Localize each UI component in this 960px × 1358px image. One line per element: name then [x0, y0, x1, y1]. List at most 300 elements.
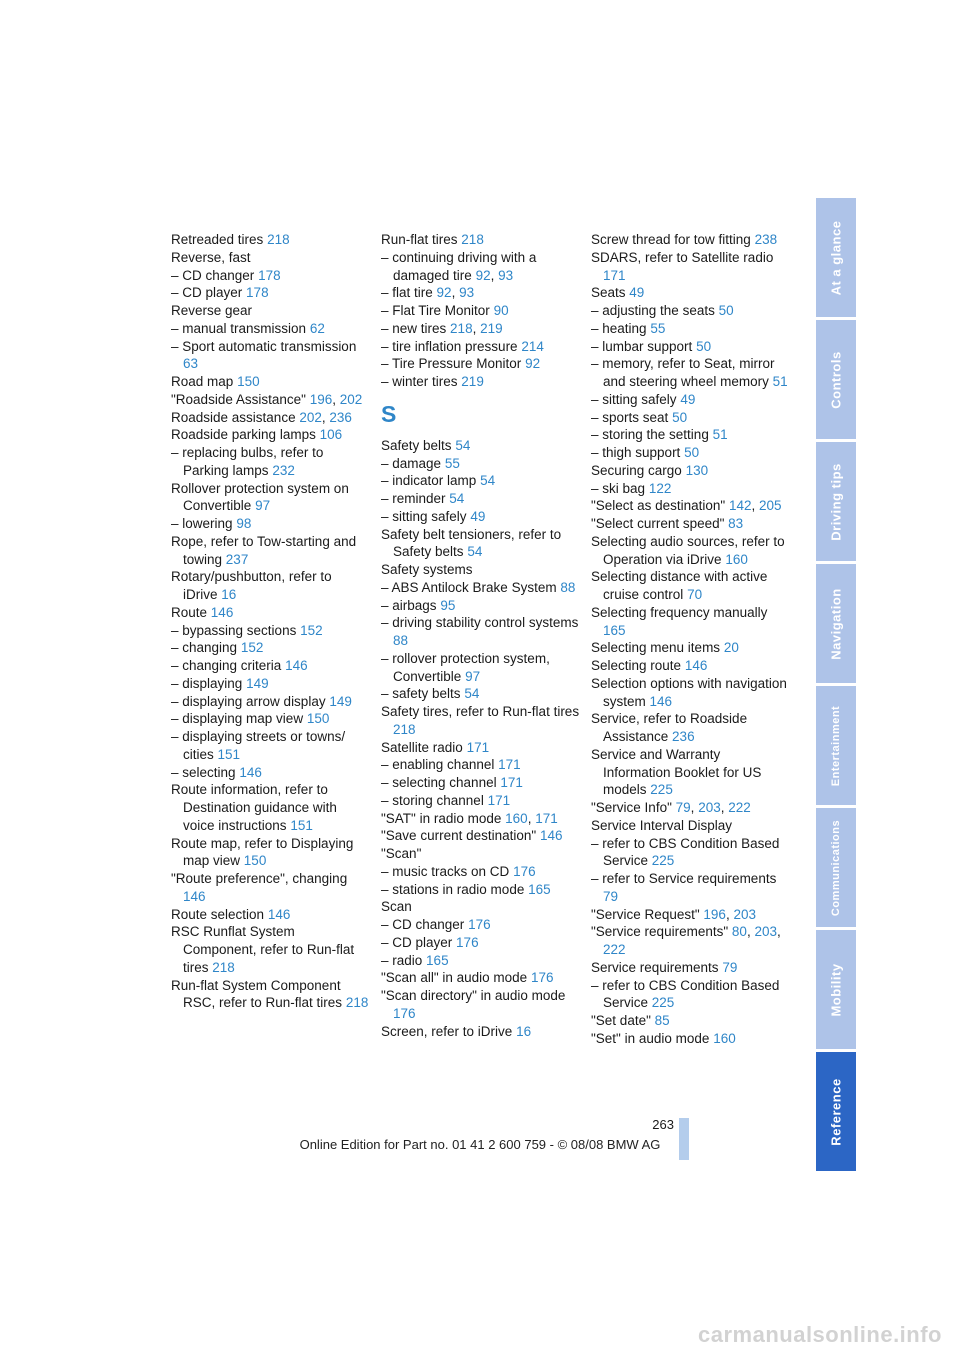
index-entry-term: Selecting menu items [591, 640, 721, 656]
index-entry-term: Reverse, fast [171, 249, 251, 265]
index-entry-term: "Select as destination" [591, 498, 726, 514]
page-ref-link[interactable]: 54 [464, 686, 480, 702]
page-ref-link[interactable]: 219 [480, 320, 503, 336]
index-entry [381, 284, 581, 302]
index-entry-term: – lumbar support [591, 338, 693, 354]
index-entry [591, 284, 791, 302]
index-entry [171, 231, 369, 249]
tab-reference[interactable] [816, 1052, 856, 1171]
page-ref-separator: , [690, 800, 699, 815]
page-ref-link[interactable]: 149 [329, 693, 352, 709]
index-section-heading: S [381, 400, 397, 427]
index-entry [591, 906, 791, 924]
index-entry [171, 781, 369, 834]
index-entry-term: Screen, refer to iDrive [381, 1023, 513, 1039]
page-ref-separator: , [751, 498, 759, 514]
page-ref-link[interactable]: 146 [210, 604, 234, 620]
page-ref-link[interactable]: 225 [651, 853, 675, 869]
index-entry-term: RSC Runflat System Component, refer to Run-flat tires [171, 924, 355, 975]
index-entry-term: Safety tires, refer to Run-flat tires [381, 704, 580, 719]
page-ref-link[interactable]: 122 [648, 480, 672, 496]
index-entry-term: Selecting distance with active cruise control [591, 569, 768, 602]
page-ref-link[interactable]: 151 [290, 817, 313, 833]
index-entry [171, 977, 369, 1013]
page-ref-link[interactable]: 93 [459, 285, 475, 301]
index-entry [591, 338, 791, 356]
index-entry-term: Satellite radio [381, 739, 463, 755]
page-ref-link[interactable]: 236 [329, 409, 352, 425]
index-entry [171, 693, 369, 711]
index-entry [171, 373, 369, 391]
index-entry [591, 675, 791, 711]
index-entry-term: – airbags [381, 597, 437, 613]
index-entry [591, 444, 791, 462]
index-entry-term: – continuing driving with a damaged tire [381, 249, 537, 283]
page-ref-link[interactable]: 62 [309, 320, 325, 336]
index-entry-term: – refer to Service requirements [591, 871, 777, 886]
index-entry [381, 561, 581, 579]
page-ref-link[interactable]: 160 [505, 810, 528, 826]
index-entry [591, 1012, 791, 1030]
index-entry [171, 302, 369, 320]
index-entry-term: "Scan all" in audio mode [381, 970, 528, 986]
page-ref-separator: , [490, 267, 499, 283]
page-ref-link[interactable]: 88 [393, 633, 409, 648]
page-ref-link[interactable]: 92 [475, 267, 491, 283]
index-entry [171, 657, 369, 675]
page-ref-link[interactable]: 218 [393, 721, 416, 737]
index-entry [381, 703, 581, 739]
index-entry [381, 526, 581, 562]
page-ref-link[interactable]: 83 [728, 516, 744, 531]
index-entry-term: "Roadside Assistance" [171, 391, 306, 407]
index-entry [381, 355, 581, 373]
page-ref-link[interactable]: 63 [183, 356, 199, 372]
page-ref-link[interactable]: 95 [440, 597, 456, 613]
page-ref-link[interactable]: 218 [450, 320, 473, 336]
page-ref-link[interactable]: 50 [684, 445, 700, 460]
page-ref-link[interactable]: 88 [560, 579, 576, 595]
index-entry [171, 764, 369, 782]
index-entry [381, 231, 581, 249]
page-ref-separator: , [332, 391, 340, 407]
page-ref-link[interactable]: 150 [306, 711, 330, 727]
index-entry-term: Roadside parking lamps [171, 427, 316, 443]
page-number: 263 [652, 1117, 674, 1132]
index-entry-term: "SAT" in radio mode [381, 810, 502, 826]
index-entry-term: – refer to CBS Condition Based Service [591, 835, 780, 869]
page-ref-link[interactable]: 176 [393, 1005, 416, 1021]
index-entry [591, 604, 791, 640]
index-entry-term: Route information, refer to Destination guidance with voice instructions [171, 782, 337, 833]
page-ref-link[interactable]: 130 [685, 462, 709, 478]
index-entry-term: – radio [381, 952, 423, 968]
index-entry [381, 338, 581, 356]
index-entry-term: Roadside assistance [171, 409, 296, 425]
index-entry-term: – Tire Pressure Monitor [381, 356, 522, 372]
page-ref-link[interactable]: 20 [723, 640, 739, 656]
index-entry [171, 639, 369, 657]
page-ref-link[interactable]: 171 [498, 757, 521, 773]
index-entry-term: – adjusting the seats [591, 303, 715, 318]
index-entry-term: – tire inflation pressure [381, 338, 518, 354]
index-entry [591, 320, 791, 338]
index-entry [171, 835, 369, 871]
index-entry-term: – safety belts [381, 686, 461, 702]
page-ref-link[interactable]: 203 [754, 924, 777, 940]
page-ref-separator: , [451, 285, 460, 301]
index-entry [171, 675, 369, 693]
index-entry-term: – lowering [171, 516, 233, 531]
index-entry [591, 568, 791, 604]
index-entry [381, 614, 581, 650]
index-entry [381, 756, 581, 774]
page-ref-link[interactable]: 142 [728, 498, 752, 514]
page-ref-link[interactable]: 54 [455, 437, 471, 453]
page-ref-link[interactable]: 165 [528, 881, 551, 897]
page-ref-link[interactable]: 218 [267, 232, 290, 247]
index-entry [381, 455, 581, 473]
page-ref-link[interactable]: 160 [713, 1030, 736, 1046]
footer-text: Online Edition for Part no. 01 41 2 600 759 - © 08/08 BMW AG [299, 1137, 661, 1152]
index-entry-term: – ski bag [591, 480, 646, 496]
tab-label: Reference [828, 1077, 844, 1146]
page-ref-link[interactable]: 176 [530, 970, 554, 986]
index-entry-term: "Route preference", changing [171, 871, 348, 886]
index-entry-term: Rope, refer to Tow-starting and towing [171, 533, 357, 567]
index-entry-term: Route selection [171, 906, 265, 922]
index-entry-term: – thigh support [591, 445, 681, 460]
page-ref-link[interactable]: 92 [525, 356, 541, 372]
index-entry-term: – selecting channel [381, 775, 497, 790]
page-ref-link[interactable]: 16 [516, 1023, 532, 1039]
page-ref-link[interactable]: 238 [754, 232, 778, 247]
page-ref-link[interactable]: 178 [258, 267, 281, 283]
index-entry-term: Safety systems [381, 562, 473, 577]
page-ref-link[interactable]: 51 [772, 374, 788, 389]
index-entry [591, 409, 791, 427]
index-entry [381, 320, 581, 338]
index-entry-term: Scan [381, 899, 412, 915]
page-ref-link[interactable]: 98 [236, 516, 252, 531]
page-ref-link[interactable]: 165 [426, 952, 449, 968]
page-ref-link[interactable]: 152 [240, 640, 264, 656]
index-entry [381, 579, 581, 597]
page-ref-link[interactable]: 219 [461, 374, 484, 389]
index-entry [171, 622, 369, 640]
page-ref-link[interactable]: 171 [535, 810, 558, 826]
page-ref-separator: , [725, 906, 734, 922]
page-ref-link[interactable]: 79 [603, 888, 619, 904]
index-entry [171, 515, 369, 533]
index-entry-term: – displaying streets or towns/ cities [171, 729, 346, 762]
index-entry [381, 249, 581, 285]
page-ref-link[interactable]: 90 [493, 303, 509, 318]
page-ref-link[interactable]: 55 [650, 320, 666, 336]
index-entry-term: – storing the setting [591, 427, 709, 443]
page-ref-link[interactable]: 237 [225, 551, 249, 567]
index-entry [381, 934, 581, 952]
page-ref-link[interactable]: 225 [650, 782, 673, 798]
index-entry [171, 426, 369, 444]
index-entry [591, 231, 791, 249]
index-entry [171, 249, 369, 267]
page-ref-link[interactable]: 54 [480, 473, 496, 489]
page-ref-link[interactable]: 49 [629, 285, 645, 301]
page-ref-link[interactable]: 150 [237, 374, 260, 389]
index-entry-term: – displaying [171, 675, 243, 691]
tab-label: Mobility [828, 962, 844, 1017]
index-entry [171, 444, 369, 480]
index-entry [381, 810, 581, 828]
index-entry-term: – replacing bulbs, refer to Parking lamps [171, 445, 324, 478]
page-ref-link[interactable]: 93 [498, 267, 514, 283]
section-tabs [816, 198, 856, 1174]
index-entry-term: – damage [381, 455, 442, 471]
page-ref-link[interactable]: 232 [272, 462, 295, 478]
page-ref-link[interactable]: 152 [300, 622, 323, 638]
index-entry [591, 835, 791, 871]
page-ref-link[interactable]: 151 [217, 746, 241, 762]
page-ref-link[interactable]: 92 [436, 285, 452, 301]
index-entry [591, 870, 791, 906]
index-entry [591, 959, 791, 977]
index-entry [381, 685, 581, 703]
index-entry [171, 870, 369, 906]
page-ref-separator: , [321, 409, 330, 425]
index-entry [381, 373, 581, 391]
index-entry-term: – new tires [381, 320, 447, 336]
index-entry [381, 952, 581, 970]
page-ref-link[interactable]: 146 [267, 906, 291, 922]
page-ref-link[interactable]: 218 [212, 959, 235, 975]
index-entry-term: – bypassing sections [171, 622, 297, 638]
page-ref-link[interactable]: 106 [319, 427, 343, 443]
index-entry-term: Screw thread for tow fitting [591, 232, 751, 247]
page-ref-link[interactable]: 214 [521, 338, 544, 354]
index-entry [171, 604, 369, 622]
page-ref-link[interactable]: 165 [603, 622, 626, 638]
index-entry-term: – driving stability control systems [381, 615, 579, 631]
page-ref-link[interactable]: 176 [456, 934, 479, 950]
page-ref-link[interactable]: 171 [500, 775, 523, 790]
index-entry [381, 916, 581, 934]
index-entry [591, 710, 791, 746]
index-entry [591, 533, 791, 569]
index-entry-term: "Select current speed" [591, 516, 725, 531]
index-entry [381, 1023, 581, 1041]
page-ref-link[interactable]: 178 [246, 285, 269, 301]
index-entry-term: – ABS Antilock Brake System [381, 579, 557, 595]
index-entry-term: – CD changer [171, 267, 255, 283]
index-entry-term: – winter tires [381, 374, 458, 389]
index-entry-term: "Set date" [591, 1013, 651, 1028]
index-column-3 [591, 231, 791, 1048]
index-entry-term: "Set" in audio mode [591, 1030, 710, 1046]
index-entry-term: "Save current destination" [381, 828, 537, 844]
index-entry-term: – memory, refer to Seat, mirror and steering wheel memory [591, 356, 775, 389]
index-entry [591, 977, 791, 1013]
index-entry [381, 898, 581, 916]
page-ref-link[interactable]: 176 [513, 863, 536, 879]
index-entry-term: – Flat Tire Monitor [381, 303, 490, 318]
page-ref-link[interactable]: 149 [246, 675, 269, 691]
page-ref-link[interactable]: 70 [687, 587, 703, 602]
index-entry [171, 728, 369, 764]
index-entry-term: – CD changer [381, 917, 465, 932]
page-ref-link[interactable]: 150 [243, 853, 267, 869]
tab-label: Communications [830, 819, 842, 916]
index-entry [591, 515, 791, 533]
page-ref-link[interactable]: 146 [183, 888, 206, 904]
page-ref-link[interactable]: 202 [299, 409, 322, 425]
page-ref-separator: , [472, 320, 481, 336]
tab-driving-tips[interactable] [816, 442, 856, 561]
index-entry-term: – heating [591, 320, 647, 336]
page-ref-link[interactable]: 50 [696, 338, 712, 354]
page-ref-separator: , [746, 924, 755, 940]
page-ref-link[interactable]: 54 [449, 491, 465, 506]
page-ref-link[interactable]: 146 [684, 658, 708, 673]
page-ref-link[interactable]: 16 [221, 587, 237, 602]
page-ref-link[interactable]: 49 [470, 508, 486, 524]
page-ref-link[interactable]: 196 [309, 391, 333, 407]
index-entry-term: "Scan" [381, 846, 422, 861]
page-ref-link[interactable]: 196 [703, 906, 726, 922]
index-entry [171, 320, 369, 338]
page-ref-link[interactable]: 80 [731, 924, 747, 940]
page-ref-link[interactable]: 176 [468, 917, 491, 932]
index-entry [381, 302, 581, 320]
index-entry-term: – displaying arrow display [171, 693, 326, 709]
index-column-1 [171, 231, 369, 1012]
index-entry [171, 923, 369, 976]
index-entry [591, 355, 791, 391]
page-ref-separator: , [720, 800, 729, 815]
index-entry [591, 657, 791, 675]
index-entry [381, 881, 581, 899]
page-ref-link[interactable]: 97 [465, 668, 481, 684]
index-entry [591, 302, 791, 320]
page-ref-link[interactable]: 55 [444, 455, 460, 471]
index-entry-term: "Scan directory" in audio mode [381, 988, 566, 1003]
page-ref-link[interactable]: 222 [728, 800, 751, 815]
page-ref-link[interactable]: 218 [461, 232, 484, 247]
index-entry [171, 710, 369, 728]
tab-communications[interactable] [816, 808, 856, 927]
page-ref-link[interactable]: 222 [603, 942, 626, 957]
index-entry-term: – displaying map view [171, 711, 304, 727]
index-entry-term: Road map [171, 374, 234, 389]
page-ref-link[interactable]: 49 [680, 391, 696, 407]
page-ref-link[interactable]: 171 [487, 792, 511, 808]
index-entry-term: Selecting frequency manually [591, 604, 768, 620]
page-ref-link[interactable]: 203 [698, 800, 721, 815]
page-ref-link[interactable]: 79 [722, 959, 738, 975]
index-entry-term: – reminder [381, 491, 446, 506]
index-entry-term: – changing criteria [171, 658, 282, 673]
tab-label: Entertainment [830, 705, 842, 786]
tab-label: Controls [828, 350, 844, 409]
index-entry-term: – music tracks on CD [381, 863, 510, 879]
page-ref-link[interactable]: 50 [718, 303, 734, 318]
page-ref-link[interactable]: 171 [603, 267, 626, 283]
page-ref-link[interactable]: 85 [654, 1013, 670, 1028]
page-ref-link[interactable]: 146 [539, 828, 563, 844]
page-ref-link[interactable]: 146 [649, 693, 673, 709]
index-entry-term: Safety belts [381, 437, 452, 453]
index-entry [171, 480, 369, 516]
tab-at-a-glance[interactable] [816, 198, 856, 317]
index-entry-term: – changing [171, 640, 238, 656]
page-ref-link[interactable]: 160 [725, 551, 748, 567]
index-entry [171, 284, 369, 302]
page-ref-link[interactable]: 236 [672, 729, 695, 744]
tab-entertainment[interactable] [816, 686, 856, 805]
page-ref-link[interactable]: 51 [712, 427, 728, 443]
index-entry [591, 923, 791, 959]
index-entry [381, 739, 581, 757]
tab-controls[interactable] [816, 320, 856, 439]
page-ref-link[interactable]: 146 [285, 658, 308, 673]
index-entry-term: – flat tire [381, 285, 433, 301]
index-entry-term: – storing channel [381, 792, 484, 808]
index-entry-term: – manual transmission [171, 320, 307, 336]
index-entry [171, 338, 369, 374]
index-entry [591, 480, 791, 498]
page-ref-link[interactable]: 202 [339, 391, 363, 407]
index-entry [381, 597, 581, 615]
index-entry-term: "Service Request" [591, 906, 700, 922]
watermark-logo: carmanualsonline.info [698, 1322, 942, 1347]
page-ref-link[interactable]: 79 [675, 800, 691, 815]
index-entry-term: Service requirements [591, 959, 719, 975]
page-ref-link[interactable]: 146 [239, 764, 262, 780]
page-ref-link[interactable]: 203 [733, 906, 756, 922]
page-ref-link[interactable]: 218 [345, 995, 369, 1011]
page-ref-link[interactable]: 54 [467, 544, 483, 560]
index-entry [171, 409, 369, 427]
index-entry-term: SDARS, refer to Satellite radio [591, 249, 774, 265]
tab-navigation[interactable] [816, 564, 856, 683]
index-entry [381, 987, 581, 1023]
tab-label: Driving tips [828, 462, 844, 541]
index-entry [381, 508, 581, 526]
page-ref-link[interactable]: 97 [255, 498, 271, 514]
index-entry-term: Selection options with navigation system [591, 675, 787, 709]
index-entry [591, 426, 791, 444]
index-entry [171, 906, 369, 924]
index-entry-term: Route map, refer to Displaying map view [171, 835, 354, 869]
index-entry-term: – sports seat [591, 409, 669, 425]
index-entry [591, 799, 791, 817]
index-entry-term: Service Interval Display [591, 817, 733, 833]
index-entry-term: – CD player [381, 934, 453, 950]
page-ref-link[interactable]: 50 [672, 409, 688, 425]
tab-label: At a glance [828, 220, 844, 295]
page-ref-link[interactable]: 205 [758, 498, 782, 514]
index-entry [381, 650, 581, 686]
tab-mobility[interactable] [816, 930, 856, 1049]
index-entry-term: Selecting route [591, 658, 682, 673]
index-entry [591, 639, 791, 657]
index-entry-term: Reverse gear [171, 303, 253, 318]
page-ref-link[interactable]: 171 [466, 739, 490, 755]
page-ref-link[interactable]: 225 [651, 995, 675, 1011]
index-entry-term: Run-flat System Component RSC, refer to Run-flat tires [171, 977, 343, 1011]
tab-label: Navigation [828, 587, 844, 660]
index-entry-term: – enabling channel [381, 757, 495, 773]
